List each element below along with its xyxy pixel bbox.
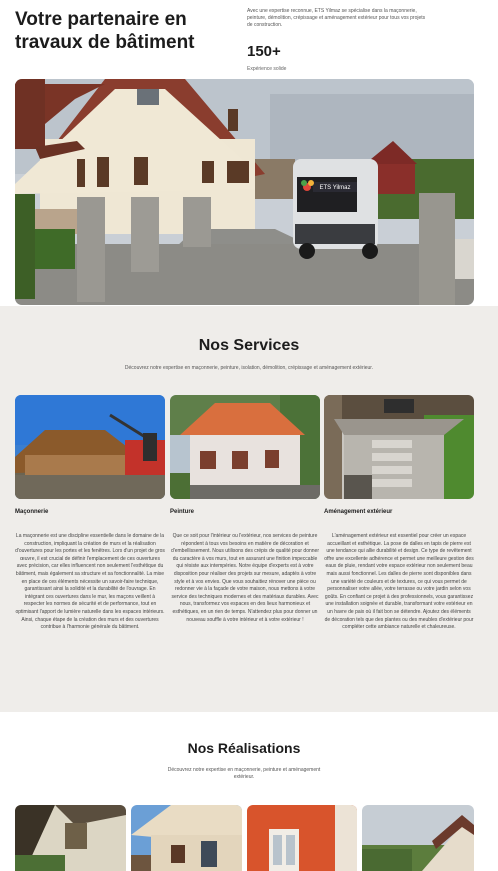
service-image-maconnerie <box>15 395 165 499</box>
service-image-peinture <box>170 395 320 499</box>
hero-image <box>15 79 474 305</box>
realisation-image-3[interactable] <box>247 805 357 871</box>
service-title-amenagement: Aménagement extérieur <box>324 509 393 515</box>
realisation-image-4[interactable] <box>362 805 474 871</box>
service-image-amenagement <box>324 395 474 499</box>
service-title-maconnerie: Maçonnerie <box>15 509 49 515</box>
realisation-image-1[interactable] <box>15 805 126 871</box>
service-body-peinture: Que ce soit pour l'intérieur ou l'extérieur, nos services de peinture répondent à tous vos besoins en matière de décoration et d'embellissement. Nous utilisons des crépis de qualité pour donner du caractère à vos murs, tout en assurant une finition impeccable qui résiste aux intempéries. Notre équipe d'experts est à votre disposition pour réaliser des projets sur mesure, adaptés à votre style et à vos envies. Que vous souhaitiez rénover une pièce ou redonner vie à la façade de votre maison, nous mettons à votre service des techniques modernes et des matériaux durables. Avec nous, transformez vos espaces en des lieux harmonieux et esthétiques, en un rien de temps. N'attendez plus pour donner un nouveau souffle à votre intérieur et à votre extérieur ! <box>171 533 319 623</box>
services-title: Nos Services <box>198 337 300 354</box>
realisation-image-2[interactable] <box>131 805 242 871</box>
service-body-maconnerie: La maçonnerie est une discipline essentielle dans le domaine de la construction, impliquant la création de murs et la réalisation d'ouvertures pour les portes et les fenêtres. Lors d'un projet de gros œuvre, il est crucial de définir l'emplacement de ces ouvertures avec précision, car elles influencent non seulement l'esthétique du bâtiment, mais également sa structure et sa fonctionnalité. La mise en place de ces éléments nécessite un savoir-faire technique, garantissant ainsi la solidité et la durabilité de l'ouvrage. En intégrant ces ouvertures dans le mur, les maçons veillent à respecter les normes de sécurité et de performance, tout en optimisant l'apport de lumière naturelle dans les espaces intérieurs. Ainsi, chaque étape de la création des murs et des ouvertures contribue à l'harmonie générale du bâtiment. <box>15 533 165 631</box>
realisations-title: Nos Réalisations <box>187 740 301 756</box>
hero-title: Votre partenaire en travaux de bâtiment <box>15 9 195 53</box>
realisations-subtitle: Découvrez notre expertise en maçonnerie, peinture et aménagement extérieur. <box>167 767 321 780</box>
van-logo-text: ETS Yilmaz <box>319 185 351 191</box>
service-title-peinture: Peinture <box>170 509 195 515</box>
hero-description: Avec une expertise reconnue, ETS Yilmaz se spécialise dans la maçonnerie, peinture, démolition, crépissage et aménagement extérieur pour tous vos projets de construction. <box>247 8 426 28</box>
hero-stat-label: Expérience solide <box>247 66 287 72</box>
hero-stat-value: 150+ <box>247 43 281 60</box>
services-subtitle: Découvrez notre expertise en maçonnerie, peinture, isolation, démolition, crépissage et aménagement extérieur. <box>124 365 374 371</box>
service-body-amenagement: L'aménagement extérieur est essentiel pour créer un espace accueillant et esthétique. La pose de dalles en tapis de pierre est une tendance qui allie durabilité et design. Ce type de revêtement offre une excellente adhérence et permet une meilleure gestion des eaux de pluie, rendant votre espace extérieur non seulement beau mais aussi fonctionnel. Les dalles de pierre sont disponibles dans une variété de couleurs et de textures, ce qui vous permet de personnaliser votre allée, votre terrasse ou votre jardin selon vos goûts. En confiant ce projet à des professionnels, vous garantissez une installation soignée et durable, transformant votre extérieur en un havre de paix où il fait bon se détendre. Ajoutez des éléments de décoration tels que des plantes ou des meubles d'extérieur pour compléter cette ambiance naturelle et chaleureuse. <box>324 533 474 631</box>
